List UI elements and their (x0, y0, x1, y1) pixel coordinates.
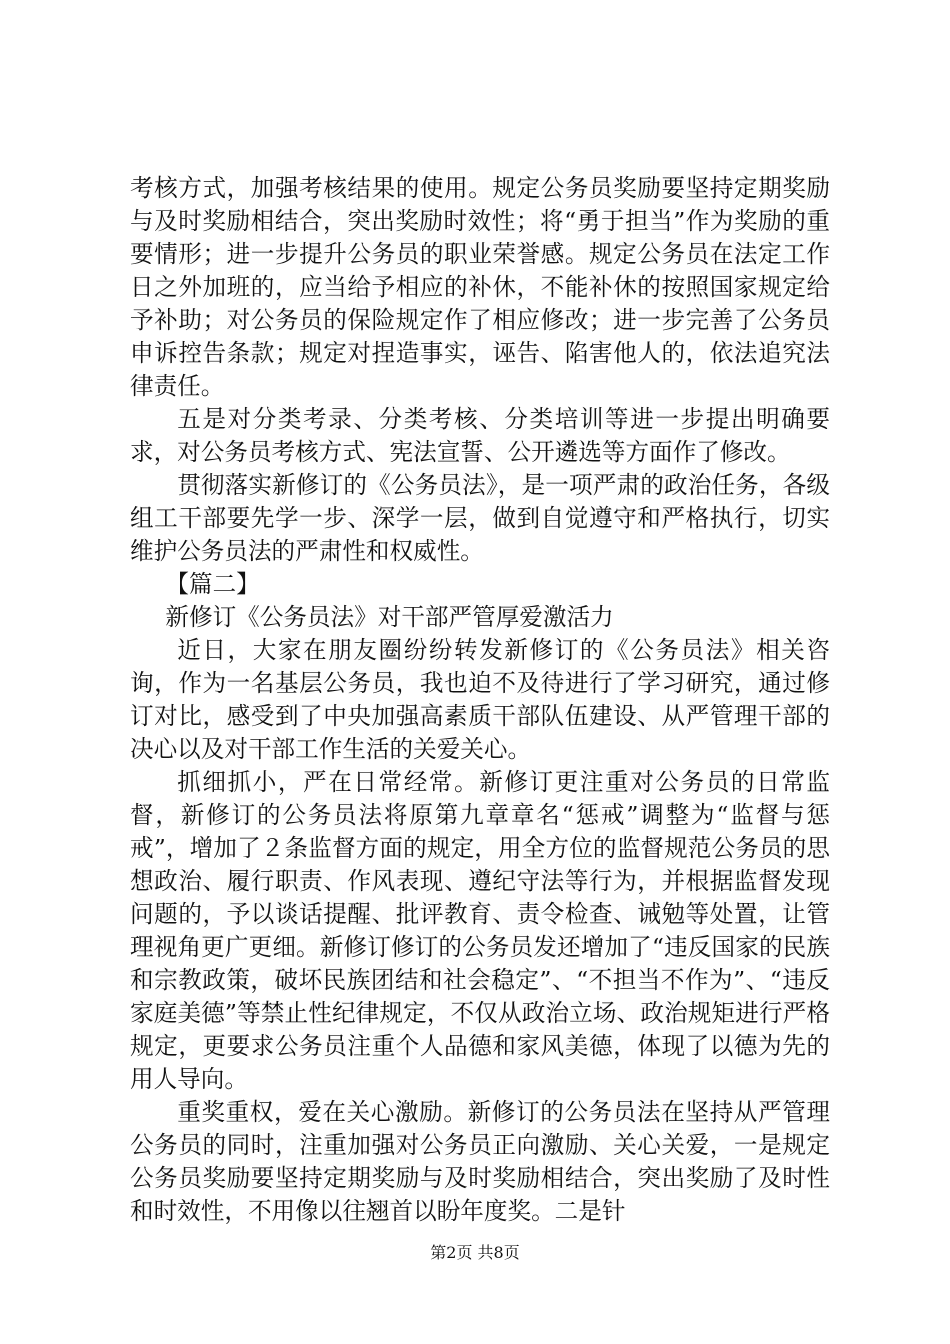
page-number: 第2页 共8页 (430, 1243, 520, 1262)
document-body (130, 172, 830, 1228)
paragraph-incentive: 重奖重权，爱在关心激励。新修订的公务员法在坚持从严管理公务员的同时，注重加强对公务员正向激励、关心关爱，一是规定公务员奖励要坚持定期奖励与及时奖励相结合，突出奖励了及时性和时效性，不用像以往翘首以盼年度奖。二是针 (130, 1098, 830, 1225)
paragraph-conclusion: 贯彻落实新修订的《公务员法》，是一项严肃的政治任务，各级组工干部要先学一步、深学一层，做到自觉遵守和严格执行，切实维护公务员法的严肃性和权威性。 (130, 471, 830, 565)
paragraph-intro: 近日，大家在朋友圈纷纷转发新修订的《公务员法》相关咨询，作为一名基层公务员，我也迫不及待进行了学习研究，通过修订对比，感受到了中央加强高素质干部队伍建设、从严管理干部的决心以及对干部工作生活的关爱关心。 (130, 636, 830, 763)
paragraph-continued: 考核方式，加强考核结果的使用。规定公务员奖励要坚持定期奖励与及时奖励相结合，突出奖励时效性；将“勇于担当”作为奖励的重要情形；进一步提升公务员的职业荣誉感。规定公务员在法定工作日之外加班的，应当给予相应的补休，不能补休的按照国家规定给予补助；对公务员的保险规定作了相应修改；进一步完善了公务员申诉控告条款；规定对捏造事实，诬告、陷害他人的，依法追究法律责任。 (130, 174, 830, 400)
paragraph-supervision: 抓细抓小，严在日常经常。新修订更注重对公务员的日常监督，新修订的公务员法将原第九章章名“惩戒”调整为“监督与惩戒”，增加了２条监督方面的规定，用全方位的监督规范公务员的思想政治、履行职责、作风表现、遵纪守法等行为，并根据监督发现问题的，予以谈话提醒、批评教育、责令检查、诫勉等处置，让管理视角更广更细。新修订修订的公务员发还增加了“违反国家的民族和宗教政策，破坏民族团结和社会稳定”、“不担当不作为”、“违反家庭美德”等禁止性纪律规定，不仅从政治立场、政治规矩进行严格规定，更要求公务员注重个人品德和家风美德，体现了以德为先的用人导向。 (130, 768, 830, 1093)
paragraph-point-five: 五是对分类考录、分类考核、分类培训等进一步提出明确要求，对公务员考核方式、宪法宣誓、公开遴选等方面作了修改。 (130, 405, 830, 466)
article-title: 新修订《公务员法》对干部严管厚爱激活力 (165, 603, 614, 631)
section-heading: 【篇二】 (165, 570, 260, 598)
